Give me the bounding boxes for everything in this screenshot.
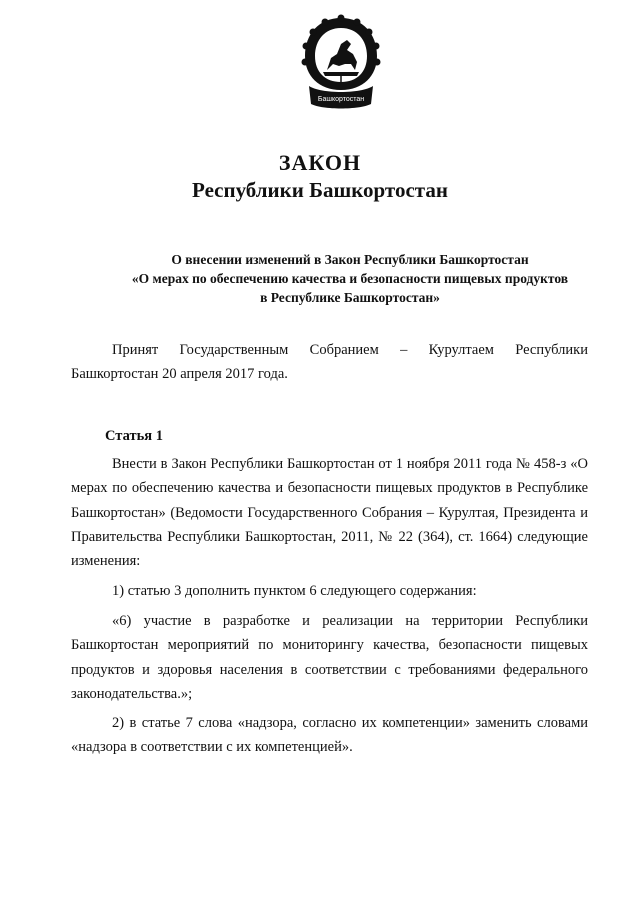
article-paragraph: «6) участие в разработке и реализации на территории Республики Башкортостан мероприятий по мониторингу качества, безопасности пищевых продуктов и здоровья населения в соответствии с требованиями федерального законодательства.»; xyxy=(71,613,588,702)
document-subtitle: Республики Башкортостан xyxy=(192,178,448,202)
article-heading: Статья 1 xyxy=(105,428,163,444)
adoption-statement: Принят Государственным Собранием – Курултаем Республики Башкортостан 20 апреля 2017 года. xyxy=(71,342,588,383)
document-title: ЗАКОН xyxy=(278,150,362,175)
law-name-line: О внесении изменений в Закон Республики Башкортостан xyxy=(171,252,529,267)
article-paragraph: Внести в Закон Республики Башкортостан от 1 ноября 2011 года № 458-з «О мерах по обеспечению качества и безопасности пищевых продуктов в Республике Башкортостан» (Ведомости Государственного Собрания – Курултая, Президента и Правительства Республики Башкортостан, 2011, № 22 (364), ст. 1664) следующие изменения: xyxy=(71,456,588,570)
law-name-line: «О мерах по обеспечению качества и безопасности пищевых продуктов xyxy=(131,271,569,286)
article-paragraph: 2) в статье 7 слова «надзора, согласно их компетенции» заменить словами «надзора в соответствии с их компетенцией». xyxy=(71,715,588,756)
coat-of-arms-icon xyxy=(301,14,381,114)
law-name-line: в Республике Башкортостан» xyxy=(260,290,440,305)
article-paragraph: 1) статью 3 дополнить пунктом 6 следующего содержания: xyxy=(112,583,477,599)
emblem-ribbon-text: Башкортостан xyxy=(317,96,365,103)
law-name xyxy=(60,250,640,307)
